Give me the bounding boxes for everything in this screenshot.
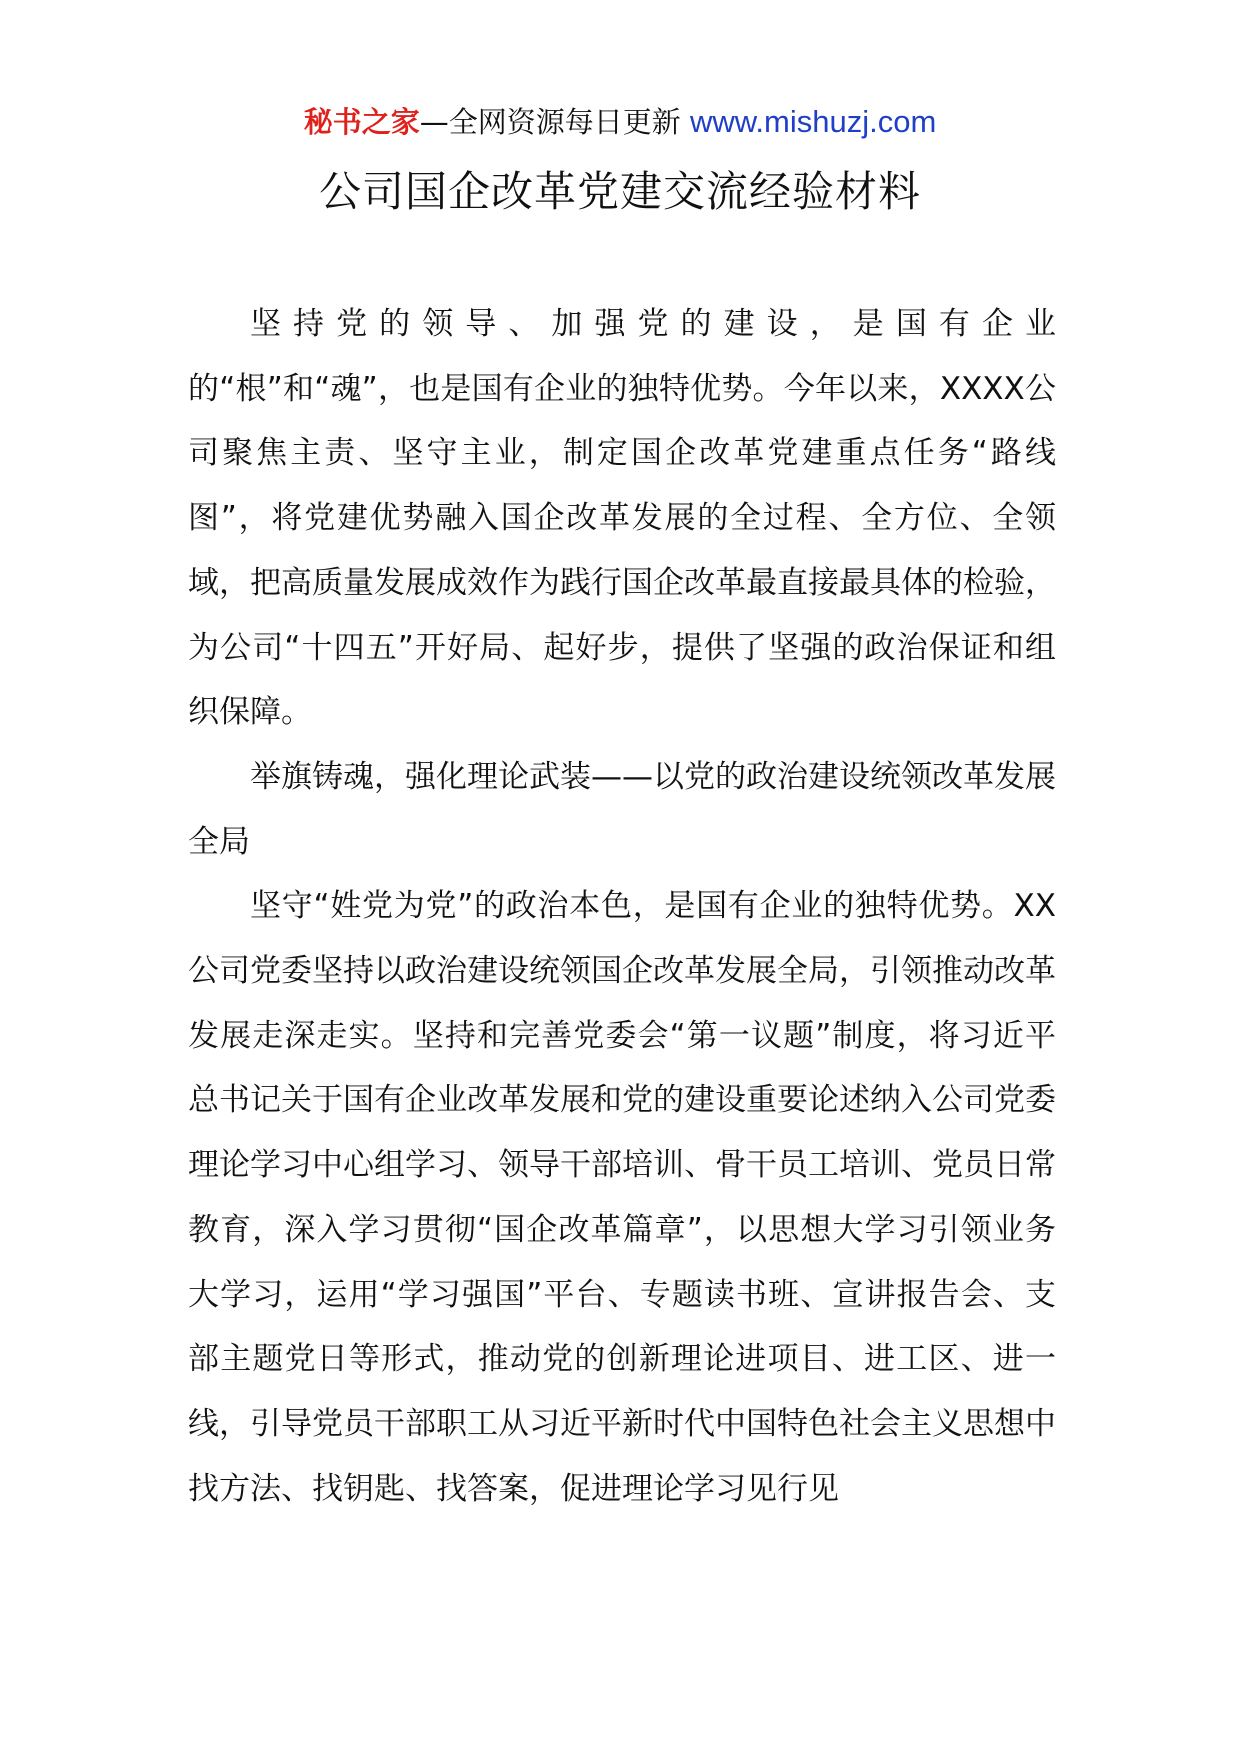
intro-paragraph: 坚持党的领导、加强党的建设，是国有企业的“根”和“魂”，也是国有企业的独特优势。今年以来，XXXX公司聚焦主责、坚守主业，制定国企改革党建重点任务“路线图”，将党建优势融入国企改革发展的全过程、全方位、全领域，把高质量发展成效作为践行国企改革最直接最具体的检验，为公司“十四五”开好局、起好步，提供了坚强的政治保证和组织保障。 [188, 306, 1056, 731]
section-heading: 举旗铸魂，强化理论武装——以党的政治建设统领改革发展全局 [188, 758, 1056, 860]
document-body [188, 292, 1056, 1521]
header-tagline: —全网资源每日更新 [419, 105, 681, 139]
document-title: 公司国企改革党建交流经验材料 [318, 167, 921, 216]
section-paragraph: 坚守“姓党为党”的政治本色，是国有企业的独特优势。XX公司党委坚持以政治建设统领国企改革发展全局，引领推动改革发展走深走实。坚持和完善党委会“第一议题”制度，将习近平总书记关于国有企业改革发展和党的建设重要论述纳入公司党委理论学习中心组学习、领导干部培训、骨干员工培训、党员日常教育，深入学习贯彻“国企改革篇章”，以思想大学习引领业务大学习，运用“学习强国”平台、专题读书班、宣讲报告会、支部主题党日等形式，推动党的创新理论进项目、进工区、进一线，引导党员干部职工从习近平新时代中国特色社会主义思想中找方法、找钥匙、找答案，促进理论学习见行见 [188, 888, 1056, 1507]
site-url-link[interactable]: www.mishuzj.com [689, 104, 937, 139]
site-header [0, 102, 1240, 142]
brand-name: 秘书之家 [303, 105, 420, 139]
